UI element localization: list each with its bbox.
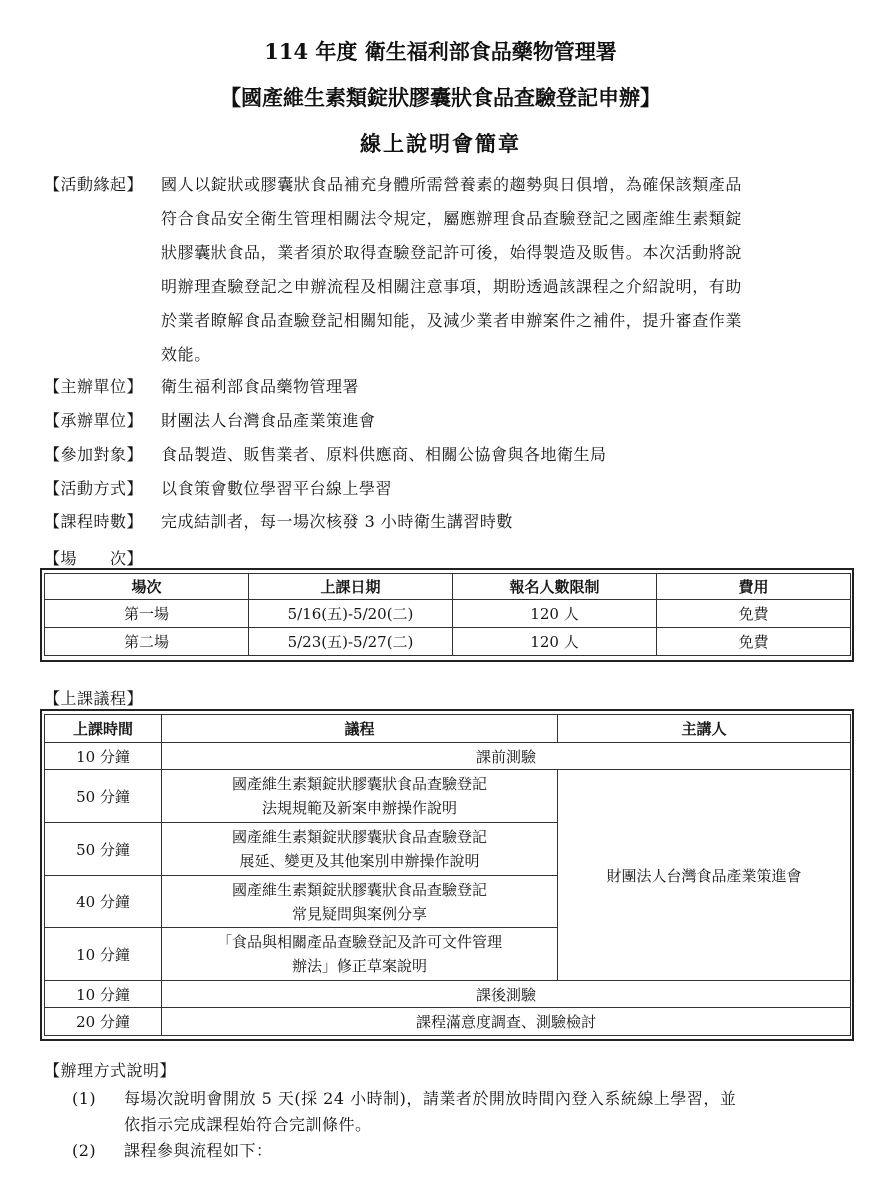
agenda-topic [162, 770, 558, 823]
agenda-row [45, 770, 851, 823]
agenda-topic: 課後測驗 [162, 981, 851, 1008]
agenda-topic [162, 928, 558, 981]
info-label: 【主辦單位】 [44, 377, 144, 396]
agenda-topic [162, 876, 558, 928]
agenda-time: 10 分鐘 [45, 928, 162, 981]
background-line: 效能。 [161, 345, 211, 364]
agenda-topic-line: 國產維生素類錠狀膠囊狀食品查驗登記 [231, 880, 487, 899]
agenda-topic-line: 辦法」修正草案說明 [291, 957, 427, 975]
agenda-speaker: 財團法人台灣食品產業策進會 [558, 770, 851, 981]
agenda-topic [162, 823, 558, 876]
background-line: 符合食品安全衛生管理相關法令規定，屬應辦理食品查驗登記之國產維生素類錠 [161, 209, 743, 228]
method-item-line: 每場次說明會開放 5 天(採 24 小時制)，請業者於開放時間內登入系統線上學習，並 [124, 1089, 737, 1108]
method-item-line: 依指示完成課程始符合完訓條件。 [124, 1115, 372, 1134]
agenda-topic-line: 常見疑問與案例分享 [291, 904, 427, 923]
info-value: 以食策會數位學習平台線上學習 [161, 479, 393, 498]
agenda-topic: 課程滿意度調查、測驗檢討 [162, 1008, 851, 1036]
agenda-topic-line: 國產維生素類錠狀膠囊狀食品查驗登記 [231, 775, 487, 793]
background-line: 國人以錠狀或膠囊狀食品補充身體所需營養素的趨勢與日俱增，為確保該類產品 [161, 175, 743, 194]
agenda-time: 10 分鐘 [45, 743, 162, 770]
sessions-header-cell: 費用 [657, 574, 851, 600]
sessions-row [45, 628, 851, 656]
background-label: 【活動緣起】 [44, 175, 144, 194]
session-name: 第一場 [45, 600, 249, 628]
agenda-header-cell: 上課時間 [45, 715, 162, 743]
background-line: 狀膠囊狀食品，業者須於取得查驗登記許可後，始得製造及販售。本次活動將說 [161, 243, 743, 262]
sessions-row [45, 600, 851, 628]
agenda-topic-line: 「食品與相關產品查驗登記及許可文件管理 [216, 933, 502, 951]
agenda-topic-line: 法規規範及新案申辦操作說明 [261, 799, 457, 817]
sessions-header-cell: 上課日期 [249, 574, 453, 600]
agenda-topic-line: 國產維生素類錠狀膠囊狀食品查驗登記 [231, 828, 487, 846]
session-capacity: 120 人 [453, 628, 657, 656]
info-label: 【參加對象】 [44, 445, 144, 464]
agenda-label: 【上課議程】 [44, 689, 144, 708]
agenda-time: 50 分鐘 [45, 823, 162, 876]
info-value: 衛生福利部食品藥物管理署 [161, 377, 360, 396]
session-date: 5/23(五)-5/27(二) [249, 628, 453, 656]
agenda-time: 20 分鐘 [45, 1008, 162, 1036]
method-item-number: (2) [72, 1141, 97, 1160]
agenda-topic-line: 展延、變更及其他案別申辦操作說明 [239, 852, 480, 870]
agenda-time: 40 分鐘 [45, 876, 162, 928]
session-fee: 免費 [657, 600, 851, 628]
session-date: 5/16(五)-5/20(二) [249, 600, 453, 628]
info-label: 【課程時數】 [44, 512, 144, 531]
sessions-header-cell: 場次 [45, 574, 249, 600]
info-value: 財團法人台灣食品產業策進會 [161, 411, 376, 430]
agenda-header-row [45, 715, 851, 743]
method-label: 【辦理方式說明】 [44, 1061, 177, 1080]
info-label: 【承辦單位】 [44, 411, 144, 430]
agenda-header-cell: 主講人 [558, 715, 851, 743]
sessions-header-row [45, 574, 851, 600]
info-label: 【活動方式】 [44, 479, 144, 498]
agenda-row [45, 981, 851, 1008]
session-capacity: 120 人 [453, 600, 657, 628]
info-value: 食品製造、販售業者、原料供應商、相關公協會與各地衛生局 [161, 445, 607, 464]
sessions-label: 【場 次】 [44, 549, 144, 568]
method-item-line: 課程參與流程如下： [124, 1141, 273, 1160]
agenda-time: 50 分鐘 [45, 770, 162, 823]
agenda-header-cell: 議程 [162, 715, 558, 743]
agenda-table [44, 714, 851, 1036]
doc-title-year: 114 年度 衛生福利部食品藥物管理署 [264, 39, 617, 64]
agenda-time: 10 分鐘 [45, 981, 162, 1008]
method-item-number: (1) [72, 1089, 97, 1108]
doc-title-sub: 線上說明會簡章 [360, 131, 521, 156]
method-item-text [124, 1086, 736, 1138]
agenda-topic: 課前測驗 [162, 743, 851, 770]
background-paragraph [161, 168, 851, 372]
doc-title-main: 【國產維生素類錠狀膠囊狀食品查驗登記申辦】 [220, 85, 661, 110]
background-line: 明辦理查驗登記之申辦流程及相關注意事項，期盼透過該課程之介紹說明，有助 [161, 277, 743, 296]
session-fee: 免費 [657, 628, 851, 656]
info-value: 完成結訓者，每一場次核發 3 小時衛生講習時數 [161, 512, 513, 531]
sessions-table [44, 573, 851, 656]
session-name: 第二場 [45, 628, 249, 656]
background-line: 於業者瞭解食品查驗登記相關知能，及減少業者申辦案件之補件，提升審查作業 [161, 311, 743, 330]
agenda-row [45, 1008, 851, 1036]
sessions-header-cell: 報名人數限制 [453, 574, 657, 600]
agenda-row [45, 743, 851, 770]
method-item-text [124, 1138, 273, 1164]
